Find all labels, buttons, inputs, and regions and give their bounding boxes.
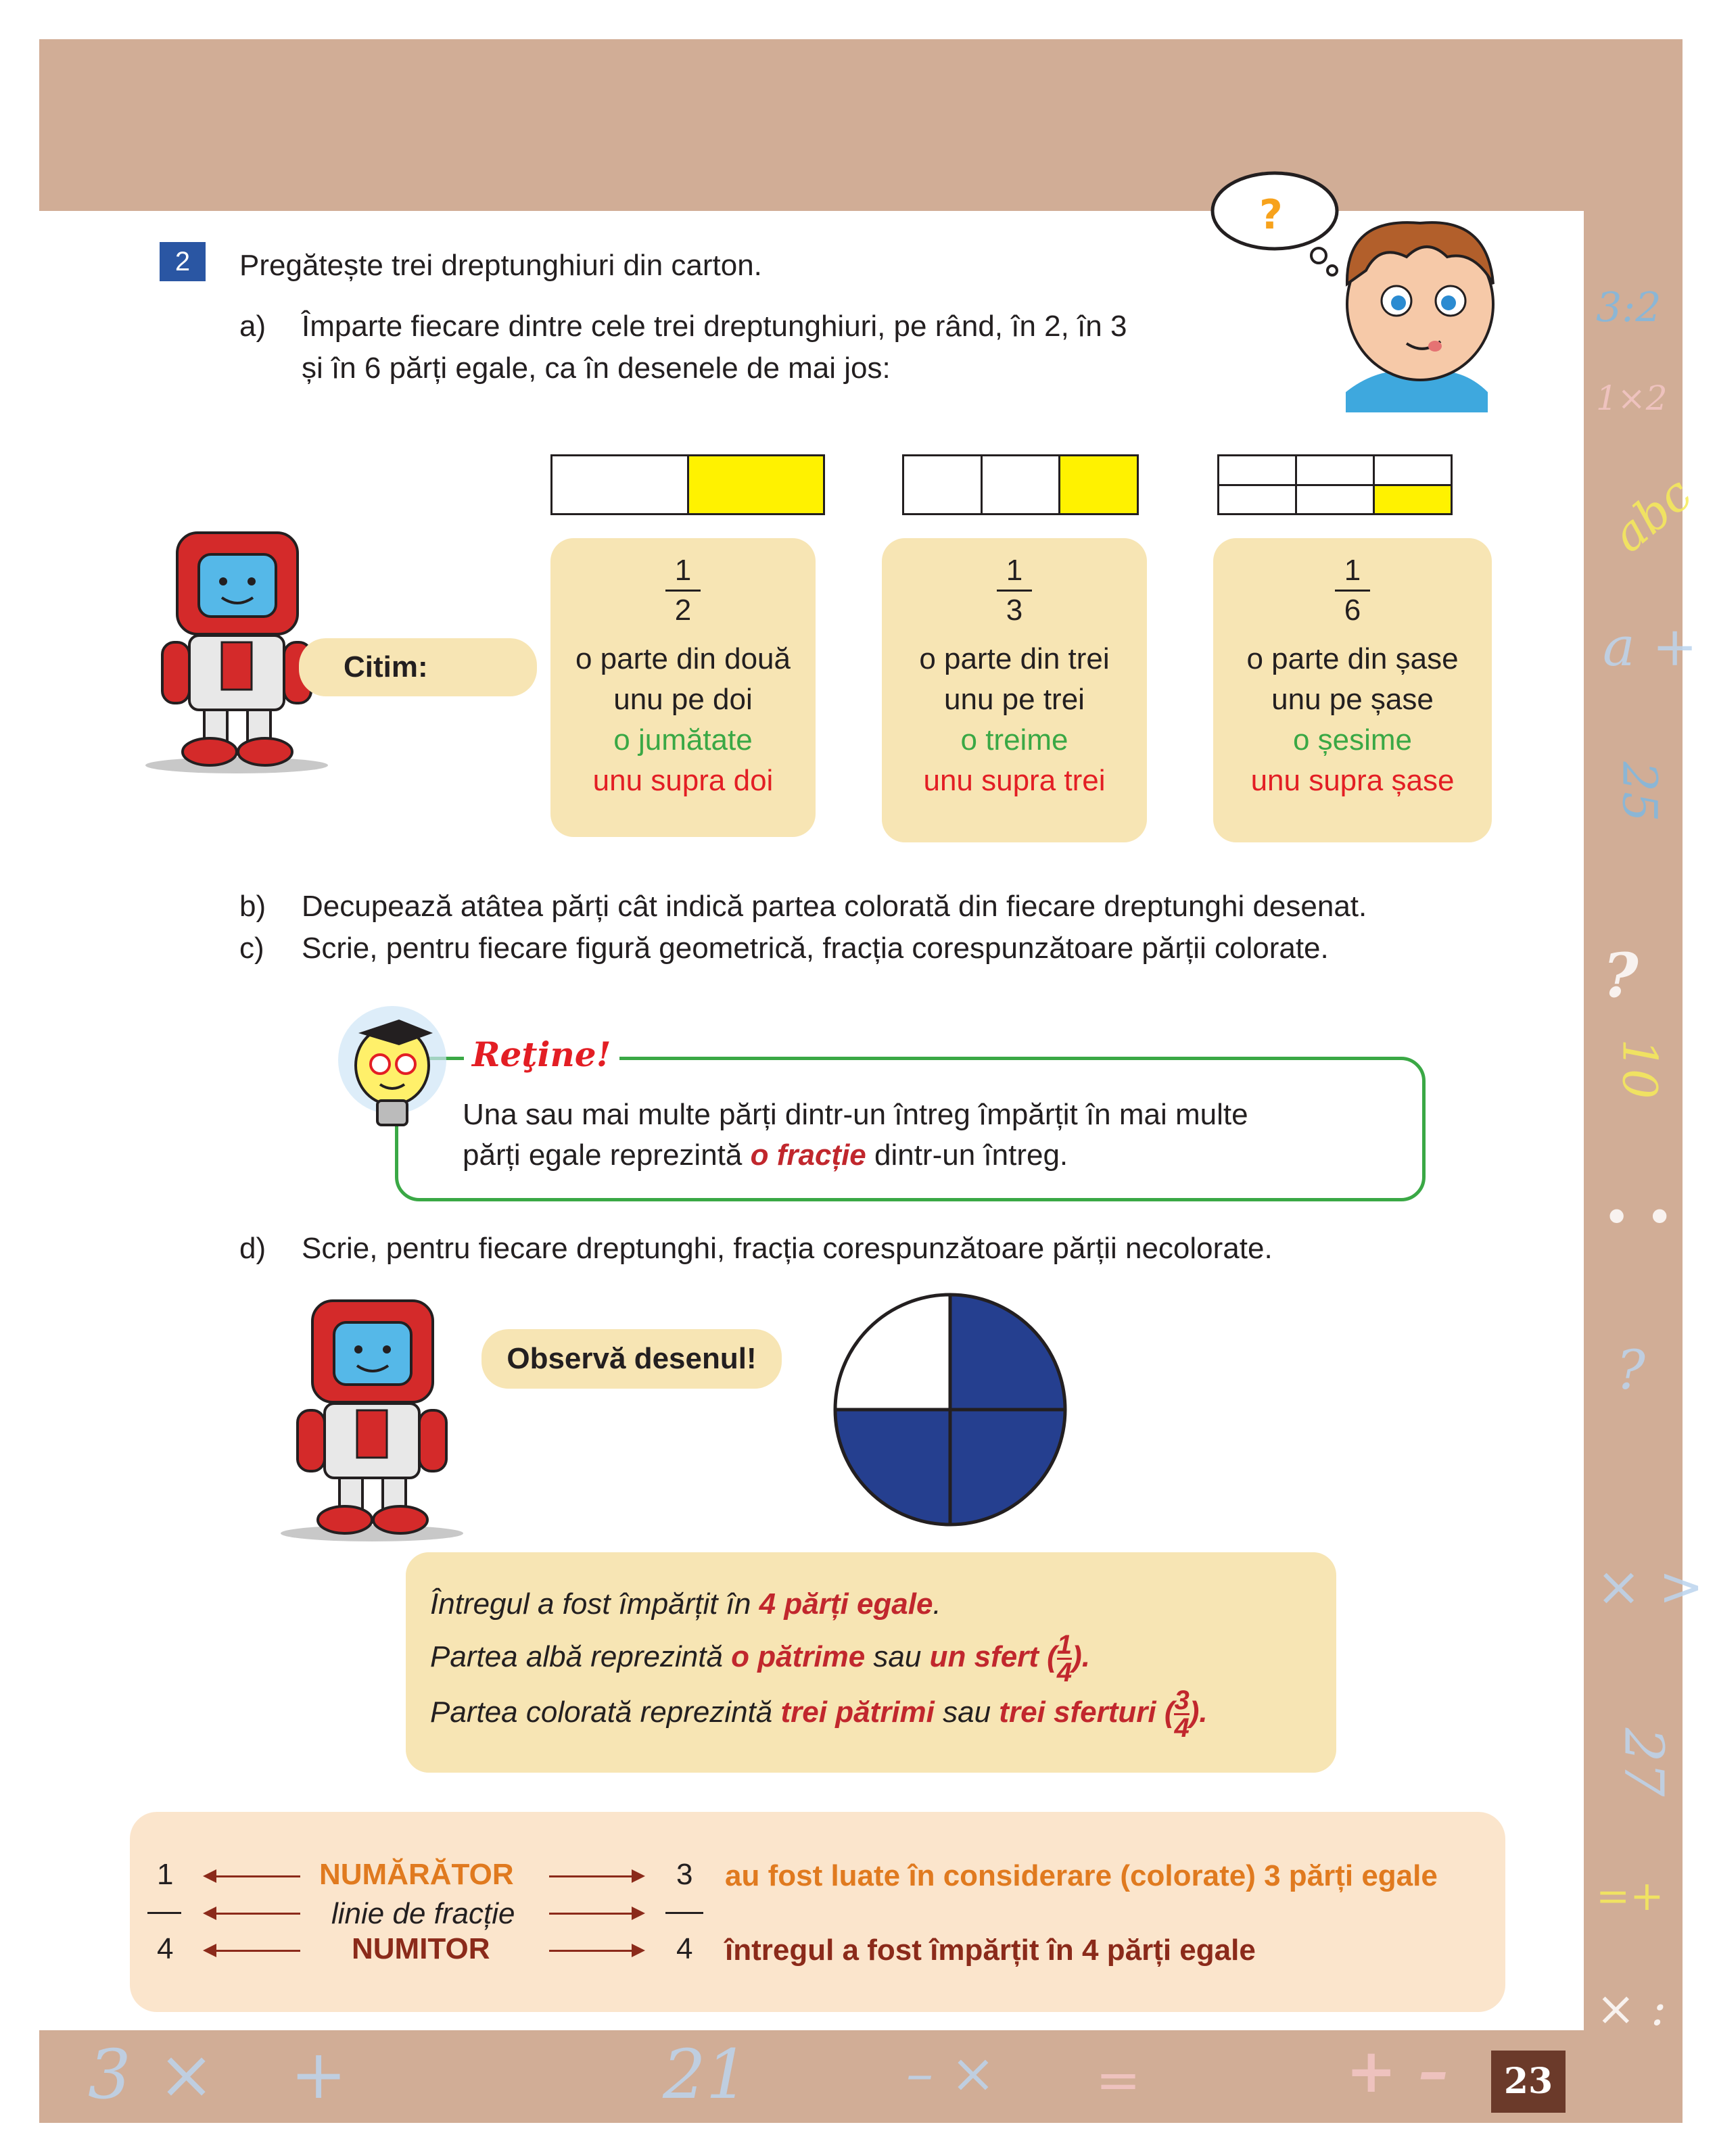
terms-right-denominator: 4	[676, 1932, 693, 1965]
svg-text:?: ?	[1259, 191, 1283, 239]
rect-part-colored	[1375, 486, 1451, 514]
card-line-red: unu supra doi	[592, 764, 774, 797]
decor-glyphs-bottom: 3× +	[88, 2035, 374, 2114]
arrow-right-icon	[549, 1875, 642, 1877]
decor-glyphs-right-6: ?	[1603, 940, 1639, 1011]
explain-text: .	[933, 1587, 941, 1621]
inline-numerator: 3	[1174, 1685, 1190, 1715]
terms-left-denominator: 4	[157, 1932, 174, 1965]
arrow-left-icon	[206, 1950, 300, 1952]
decor-glyphs-right-13: × :	[1596, 1981, 1667, 2036]
decor-glyphs-right-12: =+	[1596, 1873, 1664, 1920]
decor-glyphs-right-3: abc	[1601, 466, 1703, 563]
item-c-label: c)	[239, 932, 264, 965]
decor-glyphs-bottom-5: + –	[1346, 2035, 1449, 2107]
inline-denominator: 4	[1056, 1658, 1073, 1687]
rect-part-colored	[689, 456, 824, 513]
item-b-text: Decupează atâtea părți cât indică partea colorată din fiecare dreptunghi desenat.	[302, 890, 1367, 923]
observa-label	[481, 1329, 782, 1389]
denominator: 6	[1344, 594, 1361, 627]
item-a-text-1: Împarte fiecare dintre cele trei dreptunghiuri, pe rând, în 2, în 3	[302, 310, 1127, 343]
card-line: o parte din șase	[1246, 642, 1459, 675]
decor-glyphs-right-5: 25	[1612, 761, 1668, 822]
card-line: o parte din trei	[919, 642, 1110, 675]
item-d-label: d)	[239, 1232, 266, 1265]
denominator-label: NUMITOR	[352, 1932, 490, 1965]
boy-thinking-icon	[1204, 169, 1515, 412]
reading-card-half	[550, 538, 816, 837]
terms-right-numerator: 3	[676, 1858, 693, 1891]
numerator: 1	[997, 552, 1032, 592]
rect-part-colored	[1060, 456, 1137, 513]
denominator: 2	[674, 594, 692, 627]
terms-right-bar	[665, 1912, 703, 1914]
decor-glyphs-right-7: 10	[1612, 1038, 1668, 1099]
decor-glyphs-right-2: 1×2	[1596, 379, 1668, 418]
card-line-red: unu supra șase	[1250, 764, 1455, 797]
explain-text: Partea colorată reprezintă	[430, 1696, 781, 1729]
citim-label	[299, 638, 537, 696]
numerator: 1	[1335, 552, 1370, 592]
rectangle-sixths	[1217, 454, 1453, 515]
decor-glyphs-bottom-3: – ×	[906, 2042, 996, 2105]
explain-text: sau	[865, 1640, 930, 1674]
item-a-label: a)	[239, 310, 266, 343]
card-line: unu pe trei	[944, 683, 1085, 716]
arrow-right-icon	[549, 1913, 642, 1915]
explain-paren: ).	[1189, 1696, 1208, 1729]
denominator: 3	[1006, 594, 1023, 627]
page-number: 23	[1491, 2051, 1566, 2113]
fraction	[997, 552, 1032, 629]
explain-paren: (	[1038, 1640, 1057, 1674]
rect-part-white	[1297, 486, 1375, 514]
inline-denominator: 4	[1174, 1713, 1190, 1743]
explain-highlight: un sfert	[929, 1640, 1039, 1674]
card-line-red: unu supra trei	[923, 764, 1106, 797]
explain-highlight: trei sferturi	[999, 1696, 1156, 1729]
explain-text: Partea albă reprezintă	[430, 1640, 732, 1674]
decor-glyphs-right-11: 27	[1612, 1727, 1676, 1797]
arrow-left-icon	[206, 1913, 300, 1915]
item-b-label: b)	[239, 890, 266, 923]
decor-glyphs-bottom-2: 21	[663, 2035, 749, 2114]
reading-card-sixth	[1213, 538, 1492, 842]
decor-glyphs-right-4: a +	[1603, 615, 1698, 678]
numerator-description: au fost luate în considerare (colorate) 3 părți egale	[725, 1859, 1438, 1892]
retine-highlight: o fracție	[750, 1139, 866, 1172]
card-line: unu pe doi	[613, 683, 753, 716]
numerator-label: NUMĂRĂTOR	[319, 1858, 514, 1891]
card-line: unu pe șase	[1271, 683, 1434, 716]
exercise-number-badge: 2	[160, 242, 206, 281]
rect-part-white	[1219, 456, 1297, 484]
item-a-text-2: și în 6 părți egale, ca în desenele de mai jos:	[302, 352, 891, 385]
explain-text: Întregul a fost împărțit în	[430, 1587, 759, 1621]
robot-mascot-icon	[277, 1295, 473, 1546]
numerator: 1	[665, 552, 701, 592]
retine-text: dintr-un întreg.	[866, 1139, 1068, 1172]
explain-paren: ).	[1072, 1640, 1090, 1674]
rect-part-white	[983, 456, 1061, 513]
rect-part-white	[1297, 456, 1375, 484]
retine-title: Reţine!	[464, 1034, 619, 1074]
card-line-green: o treime	[960, 723, 1068, 757]
item-c-text: Scrie, pentru fiecare figură geometrică, fracția corespunzătoare părții colorate.	[302, 932, 1329, 965]
explain-highlight: o pătrime	[731, 1640, 866, 1674]
retine-text: părți egale reprezintă	[463, 1139, 751, 1172]
rectangle-halves	[550, 454, 825, 515]
fraction	[1335, 552, 1370, 629]
explain-paren: (	[1156, 1696, 1175, 1729]
observa-text: Observă desenul!	[507, 1342, 757, 1375]
rect-part-white	[1375, 456, 1451, 484]
arrow-left-icon	[206, 1875, 300, 1877]
rect-part-white	[552, 456, 689, 513]
item-d-text: Scrie, pentru fiecare dreptunghi, fracția corespunzătoare părții necolorate.	[302, 1232, 1273, 1265]
rectangle-thirds	[902, 454, 1139, 515]
denominator-description: întregul a fost împărțit în 4 părți egale	[725, 1934, 1256, 1967]
fraction	[665, 552, 701, 629]
decor-glyphs-right: 3:2	[1596, 284, 1662, 331]
arrow-right-icon	[549, 1950, 642, 1952]
exercise-intro: Pregătește trei dreptunghiuri din carton.	[239, 249, 762, 282]
quartered-circle	[832, 1291, 1068, 1528]
citim-text: Citim:	[344, 650, 428, 684]
retine-line-2	[463, 1139, 1068, 1172]
explain-line-1	[430, 1587, 941, 1621]
decor-glyphs-right-9: ?	[1616, 1339, 1645, 1402]
explain-highlight: 4 părți egale	[759, 1587, 933, 1621]
lightbulb-mascot-icon	[331, 1006, 453, 1141]
explain-highlight: trei pătrimi	[780, 1696, 935, 1729]
terms-left-numerator: 1	[157, 1858, 174, 1891]
card-line-green: o șesime	[1292, 723, 1413, 757]
explain-line-3	[430, 1687, 1208, 1741]
retine-line-1: Una sau mai multe părți dintr-un întreg împărțit în mai multe	[463, 1098, 1248, 1131]
card-line-green: o jumătate	[613, 723, 753, 757]
inline-numerator: 1	[1056, 1630, 1073, 1660]
rect-part-white	[1219, 486, 1297, 514]
decor-glyphs-bottom-4: =	[1096, 2049, 1142, 2111]
explain-text: sau	[934, 1696, 999, 1729]
inline-fraction	[1057, 1632, 1072, 1685]
explain-line-2	[430, 1632, 1090, 1685]
inline-fraction	[1174, 1687, 1189, 1741]
card-line: o parte din două	[575, 642, 791, 675]
decor-glyphs-right-8: • • •	[1603, 1190, 1717, 1245]
reading-card-third	[882, 538, 1147, 842]
fraction-line-label: linie de fracție	[331, 1897, 515, 1930]
rect-part-white	[904, 456, 983, 513]
decor-glyphs-right-10: × >	[1596, 1555, 1704, 1618]
terms-left-bar	[147, 1912, 181, 1914]
